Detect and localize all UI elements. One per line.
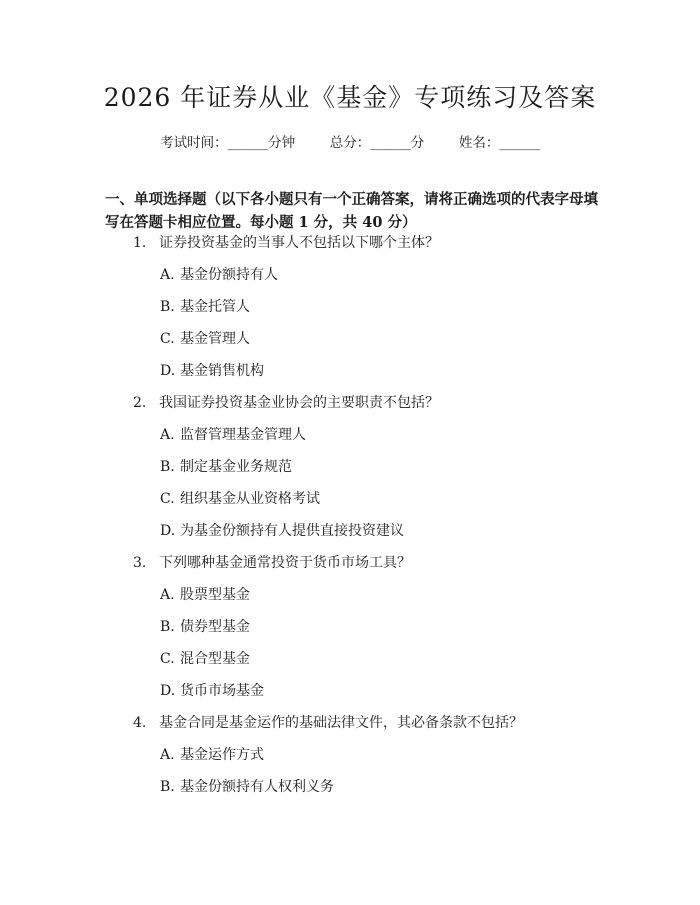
- question-text: 下列哪种基金通常投资于货币市场工具？: [159, 555, 411, 571]
- option-letter: C.: [160, 651, 175, 667]
- option-item: [160, 360, 264, 380]
- option-text: 货币市场基金: [180, 683, 264, 699]
- option-item: [160, 520, 404, 540]
- question-number: 3.: [133, 555, 147, 571]
- option-item: [160, 776, 334, 796]
- option-item: [160, 424, 306, 444]
- option-letter: C.: [160, 491, 175, 507]
- exam-meta: [0, 131, 700, 151]
- option-item: [160, 584, 250, 604]
- question-number: 1.: [133, 235, 147, 251]
- question-text: 基金合同是基金运作的基础法律文件，其必备条款不包括？: [159, 715, 523, 731]
- option-text: 基金销售机构: [180, 363, 264, 379]
- option-text: 股票型基金: [180, 587, 250, 603]
- option-text: 债券型基金: [180, 619, 250, 635]
- option-letter: A.: [160, 427, 175, 443]
- page-title: 2026 年证券从业《基金》专项练习及答案: [103, 83, 597, 112]
- question-text: 我国证券投资基金业协会的主要职责不包括？: [159, 395, 439, 411]
- option-item: [160, 648, 250, 668]
- question-item: [133, 712, 523, 732]
- section-heading: 一、单项选择题（以下各小题只有一个正确答案，请将正确选项的代表字母填写在答题卡相应位置。每小题 1 分，共 40 分）: [105, 191, 598, 231]
- option-text: 基金份额持有人: [180, 267, 278, 283]
- option-item: [160, 328, 250, 348]
- question-text: 证券投资基金的当事人不包括以下哪个主体？: [159, 235, 439, 251]
- option-letter: B.: [160, 779, 175, 795]
- option-letter: B.: [160, 299, 175, 315]
- option-item: [160, 680, 264, 700]
- option-letter: C.: [160, 331, 175, 347]
- total-score-field: 总分：______分: [329, 135, 425, 151]
- question-item: [133, 392, 439, 412]
- option-text: 基金份额持有人权利义务: [180, 779, 334, 795]
- option-text: 组织基金从业资格考试: [180, 491, 320, 507]
- option-item: [160, 264, 278, 284]
- option-text: 混合型基金: [180, 651, 250, 667]
- option-item: [160, 744, 264, 764]
- option-letter: A.: [160, 747, 175, 763]
- option-item: [160, 616, 250, 636]
- option-text: 为基金份额持有人提供直接投资建议: [180, 523, 404, 539]
- option-text: 基金托管人: [180, 299, 250, 315]
- option-text: 监督管理基金管理人: [180, 427, 306, 443]
- option-letter: B.: [160, 459, 175, 475]
- option-letter: A.: [160, 267, 175, 283]
- option-item: [160, 296, 250, 316]
- option-letter: D.: [160, 363, 176, 379]
- option-letter: D.: [160, 683, 176, 699]
- question-number: 4.: [133, 715, 147, 731]
- option-text: 基金管理人: [180, 331, 250, 347]
- question-number: 2.: [133, 395, 147, 411]
- name-field: 姓名：______: [458, 135, 540, 151]
- question-item: [133, 552, 411, 572]
- option-letter: B.: [160, 619, 175, 635]
- option-text: 基金运作方式: [180, 747, 264, 763]
- option-item: [160, 456, 292, 476]
- question-item: [133, 232, 439, 252]
- option-text: 制定基金业务规范: [180, 459, 292, 475]
- exam-time-field: 考试时间：______分钟: [160, 135, 296, 151]
- option-letter: A.: [160, 587, 175, 603]
- option-letter: D.: [160, 523, 176, 539]
- option-item: [160, 488, 320, 508]
